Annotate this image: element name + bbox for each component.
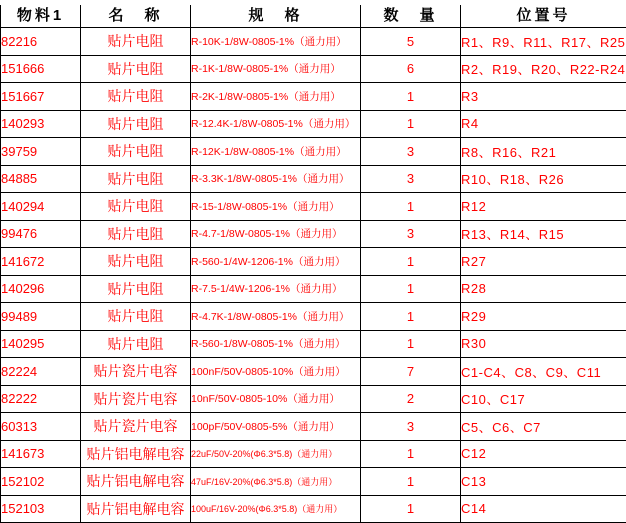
cell-spec[interactable]: R-2K-1/8W-0805-1%（通力用） <box>191 83 361 111</box>
cell-code[interactable]: 82216 <box>1 28 81 56</box>
table-row <box>1 28 626 56</box>
cell-position[interactable]: C12 <box>461 440 626 468</box>
cell-name[interactable]: 贴片电阻 <box>81 330 191 358</box>
column-header-spec: 规 格 <box>191 1 361 28</box>
table-row <box>1 55 626 83</box>
cell-code[interactable]: 99489 <box>1 303 81 331</box>
cell-spec[interactable]: R-4.7-1/8W-0805-1%（通力用） <box>191 220 361 248</box>
cell-code[interactable]: 82222 <box>1 385 81 413</box>
cell-position[interactable]: C10、C17 <box>461 385 626 413</box>
cell-position[interactable]: C5、C6、C7 <box>461 413 626 441</box>
cell-qty[interactable]: 1 <box>361 110 461 138</box>
cell-code[interactable]: 82224 <box>1 358 81 386</box>
cell-position[interactable]: R4 <box>461 110 626 138</box>
cell-name[interactable]: 贴片电阻 <box>81 220 191 248</box>
cell-qty[interactable]: 6 <box>361 55 461 83</box>
cell-qty[interactable]: 1 <box>361 303 461 331</box>
cell-name[interactable]: 贴片瓷片电容 <box>81 358 191 386</box>
table-row <box>1 413 626 441</box>
cell-qty[interactable]: 1 <box>361 330 461 358</box>
cell-name[interactable]: 贴片铝电解电容 <box>81 468 191 496</box>
table-row <box>1 303 626 331</box>
cell-position[interactable]: C13 <box>461 468 626 496</box>
cell-name[interactable]: 贴片电阻 <box>81 275 191 303</box>
cell-spec[interactable]: 100pF/50V-0805-5%（通力用） <box>191 413 361 441</box>
cell-code[interactable]: 60313 <box>1 413 81 441</box>
cell-qty[interactable]: 2 <box>361 385 461 413</box>
cell-name[interactable]: 贴片电阻 <box>81 248 191 276</box>
cell-position[interactable]: C14 <box>461 495 626 523</box>
cell-spec[interactable]: 22uF/50V-20%(Φ6.3*5.8)（通力用） <box>191 440 361 468</box>
cell-code[interactable]: 39759 <box>1 138 81 166</box>
cell-position[interactable]: R29 <box>461 303 626 331</box>
cell-code[interactable]: 141673 <box>1 440 81 468</box>
cell-name[interactable]: 贴片电阻 <box>81 110 191 138</box>
cell-qty[interactable]: 7 <box>361 358 461 386</box>
table-row <box>1 385 626 413</box>
cell-qty[interactable]: 3 <box>361 165 461 193</box>
cell-code[interactable]: 140295 <box>1 330 81 358</box>
column-header-code: 物料1 <box>1 1 81 28</box>
column-header-qty: 数 量 <box>361 1 461 28</box>
cell-qty[interactable]: 1 <box>361 248 461 276</box>
table-row <box>1 468 626 496</box>
cell-qty[interactable]: 1 <box>361 495 461 523</box>
table-row <box>1 275 626 303</box>
cell-spec[interactable]: R-10K-1/8W-0805-1%（通力用） <box>191 28 361 56</box>
cell-qty[interactable]: 1 <box>361 193 461 221</box>
table-row <box>1 358 626 386</box>
cell-code[interactable]: 140294 <box>1 193 81 221</box>
cell-qty[interactable]: 1 <box>361 275 461 303</box>
cell-code[interactable]: 140293 <box>1 110 81 138</box>
cell-spec[interactable]: R-12.4K-1/8W-0805-1%（通力用） <box>191 110 361 138</box>
cell-name[interactable]: 贴片电阻 <box>81 138 191 166</box>
table-row <box>1 83 626 111</box>
cell-name[interactable]: 贴片电阻 <box>81 303 191 331</box>
table-row <box>1 110 626 138</box>
cell-name[interactable]: 贴片电阻 <box>81 83 191 111</box>
table-row <box>1 330 626 358</box>
cell-qty[interactable]: 1 <box>361 83 461 111</box>
cell-position[interactable]: R27 <box>461 248 626 276</box>
cell-qty[interactable]: 3 <box>361 220 461 248</box>
cell-code[interactable]: 152102 <box>1 468 81 496</box>
table-row <box>1 138 626 166</box>
column-header-position: 位置号 <box>461 1 626 28</box>
cell-spec[interactable]: 100uF/16V-20%(Φ6.3*5.8)（通力用） <box>191 495 361 523</box>
cell-code[interactable]: 99476 <box>1 220 81 248</box>
cell-code[interactable]: 141672 <box>1 248 81 276</box>
cell-position[interactable]: R1、R9、R11、R17、R25 <box>461 28 626 56</box>
cell-name[interactable]: 贴片电阻 <box>81 165 191 193</box>
cell-qty[interactable]: 5 <box>361 28 461 56</box>
cell-qty[interactable]: 1 <box>361 468 461 496</box>
cell-name[interactable]: 贴片瓷片电容 <box>81 413 191 441</box>
cell-name[interactable]: 贴片电阻 <box>81 193 191 221</box>
table-row <box>1 220 626 248</box>
sheet-top-edge <box>0 0 626 5</box>
cell-code[interactable]: 151666 <box>1 55 81 83</box>
cell-name[interactable]: 贴片铝电解电容 <box>81 440 191 468</box>
cell-position[interactable]: R3 <box>461 83 626 111</box>
table-row <box>1 440 626 468</box>
table-row <box>1 495 626 523</box>
cell-code[interactable]: 84885 <box>1 165 81 193</box>
cell-name[interactable]: 贴片铝电解电容 <box>81 495 191 523</box>
cell-spec[interactable]: R-1K-1/8W-0805-1%（通力用） <box>191 55 361 83</box>
cell-position[interactable]: R10、R18、R26 <box>461 165 626 193</box>
cell-qty[interactable]: 3 <box>361 138 461 166</box>
cell-spec[interactable]: R-15-1/8W-0805-1%（通力用） <box>191 193 361 221</box>
cell-spec[interactable]: R-7.5-1/4W-1206-1%（通力用） <box>191 275 361 303</box>
cell-spec[interactable]: R-3.3K-1/8W-0805-1%（通力用） <box>191 165 361 193</box>
table-row <box>1 248 626 276</box>
cell-position[interactable]: R2、R19、R20、R22-R24 <box>461 55 626 83</box>
cell-position[interactable]: C1-C4、C8、C9、C11 <box>461 358 626 386</box>
cell-code[interactable]: 152103 <box>1 495 81 523</box>
cell-code[interactable]: 140296 <box>1 275 81 303</box>
cell-spec[interactable]: R-560-1/8W-0805-1%（通力用） <box>191 330 361 358</box>
cell-spec[interactable]: 47uF/16V-20%(Φ6.3*5.8)（通力用） <box>191 468 361 496</box>
cell-position[interactable]: R28 <box>461 275 626 303</box>
cell-qty[interactable]: 3 <box>361 413 461 441</box>
cell-name[interactable]: 贴片瓷片电容 <box>81 385 191 413</box>
table-row <box>1 193 626 221</box>
cell-name[interactable]: 贴片电阻 <box>81 28 191 56</box>
column-header-name: 名 称 <box>81 1 191 28</box>
table-row <box>1 165 626 193</box>
cell-spec[interactable]: R-4.7K-1/8W-0805-1%（通力用） <box>191 303 361 331</box>
cell-code[interactable]: 151667 <box>1 83 81 111</box>
cell-spec[interactable]: R-12K-1/8W-0805-1%（通力用） <box>191 138 361 166</box>
cell-position[interactable]: R13、R14、R15 <box>461 220 626 248</box>
cell-qty[interactable]: 1 <box>361 440 461 468</box>
cell-position[interactable]: R30 <box>461 330 626 358</box>
cell-position[interactable]: R12 <box>461 193 626 221</box>
cell-position[interactable]: R8、R16、R21 <box>461 138 626 166</box>
table-body <box>1 28 626 523</box>
cell-name[interactable]: 贴片电阻 <box>81 55 191 83</box>
cell-spec[interactable]: R-560-1/4W-1206-1%（通力用） <box>191 248 361 276</box>
cell-spec[interactable]: 100nF/50V-0805-10%（通力用） <box>191 358 361 386</box>
cell-spec[interactable]: 10nF/50V-0805-10%（通力用） <box>191 385 361 413</box>
